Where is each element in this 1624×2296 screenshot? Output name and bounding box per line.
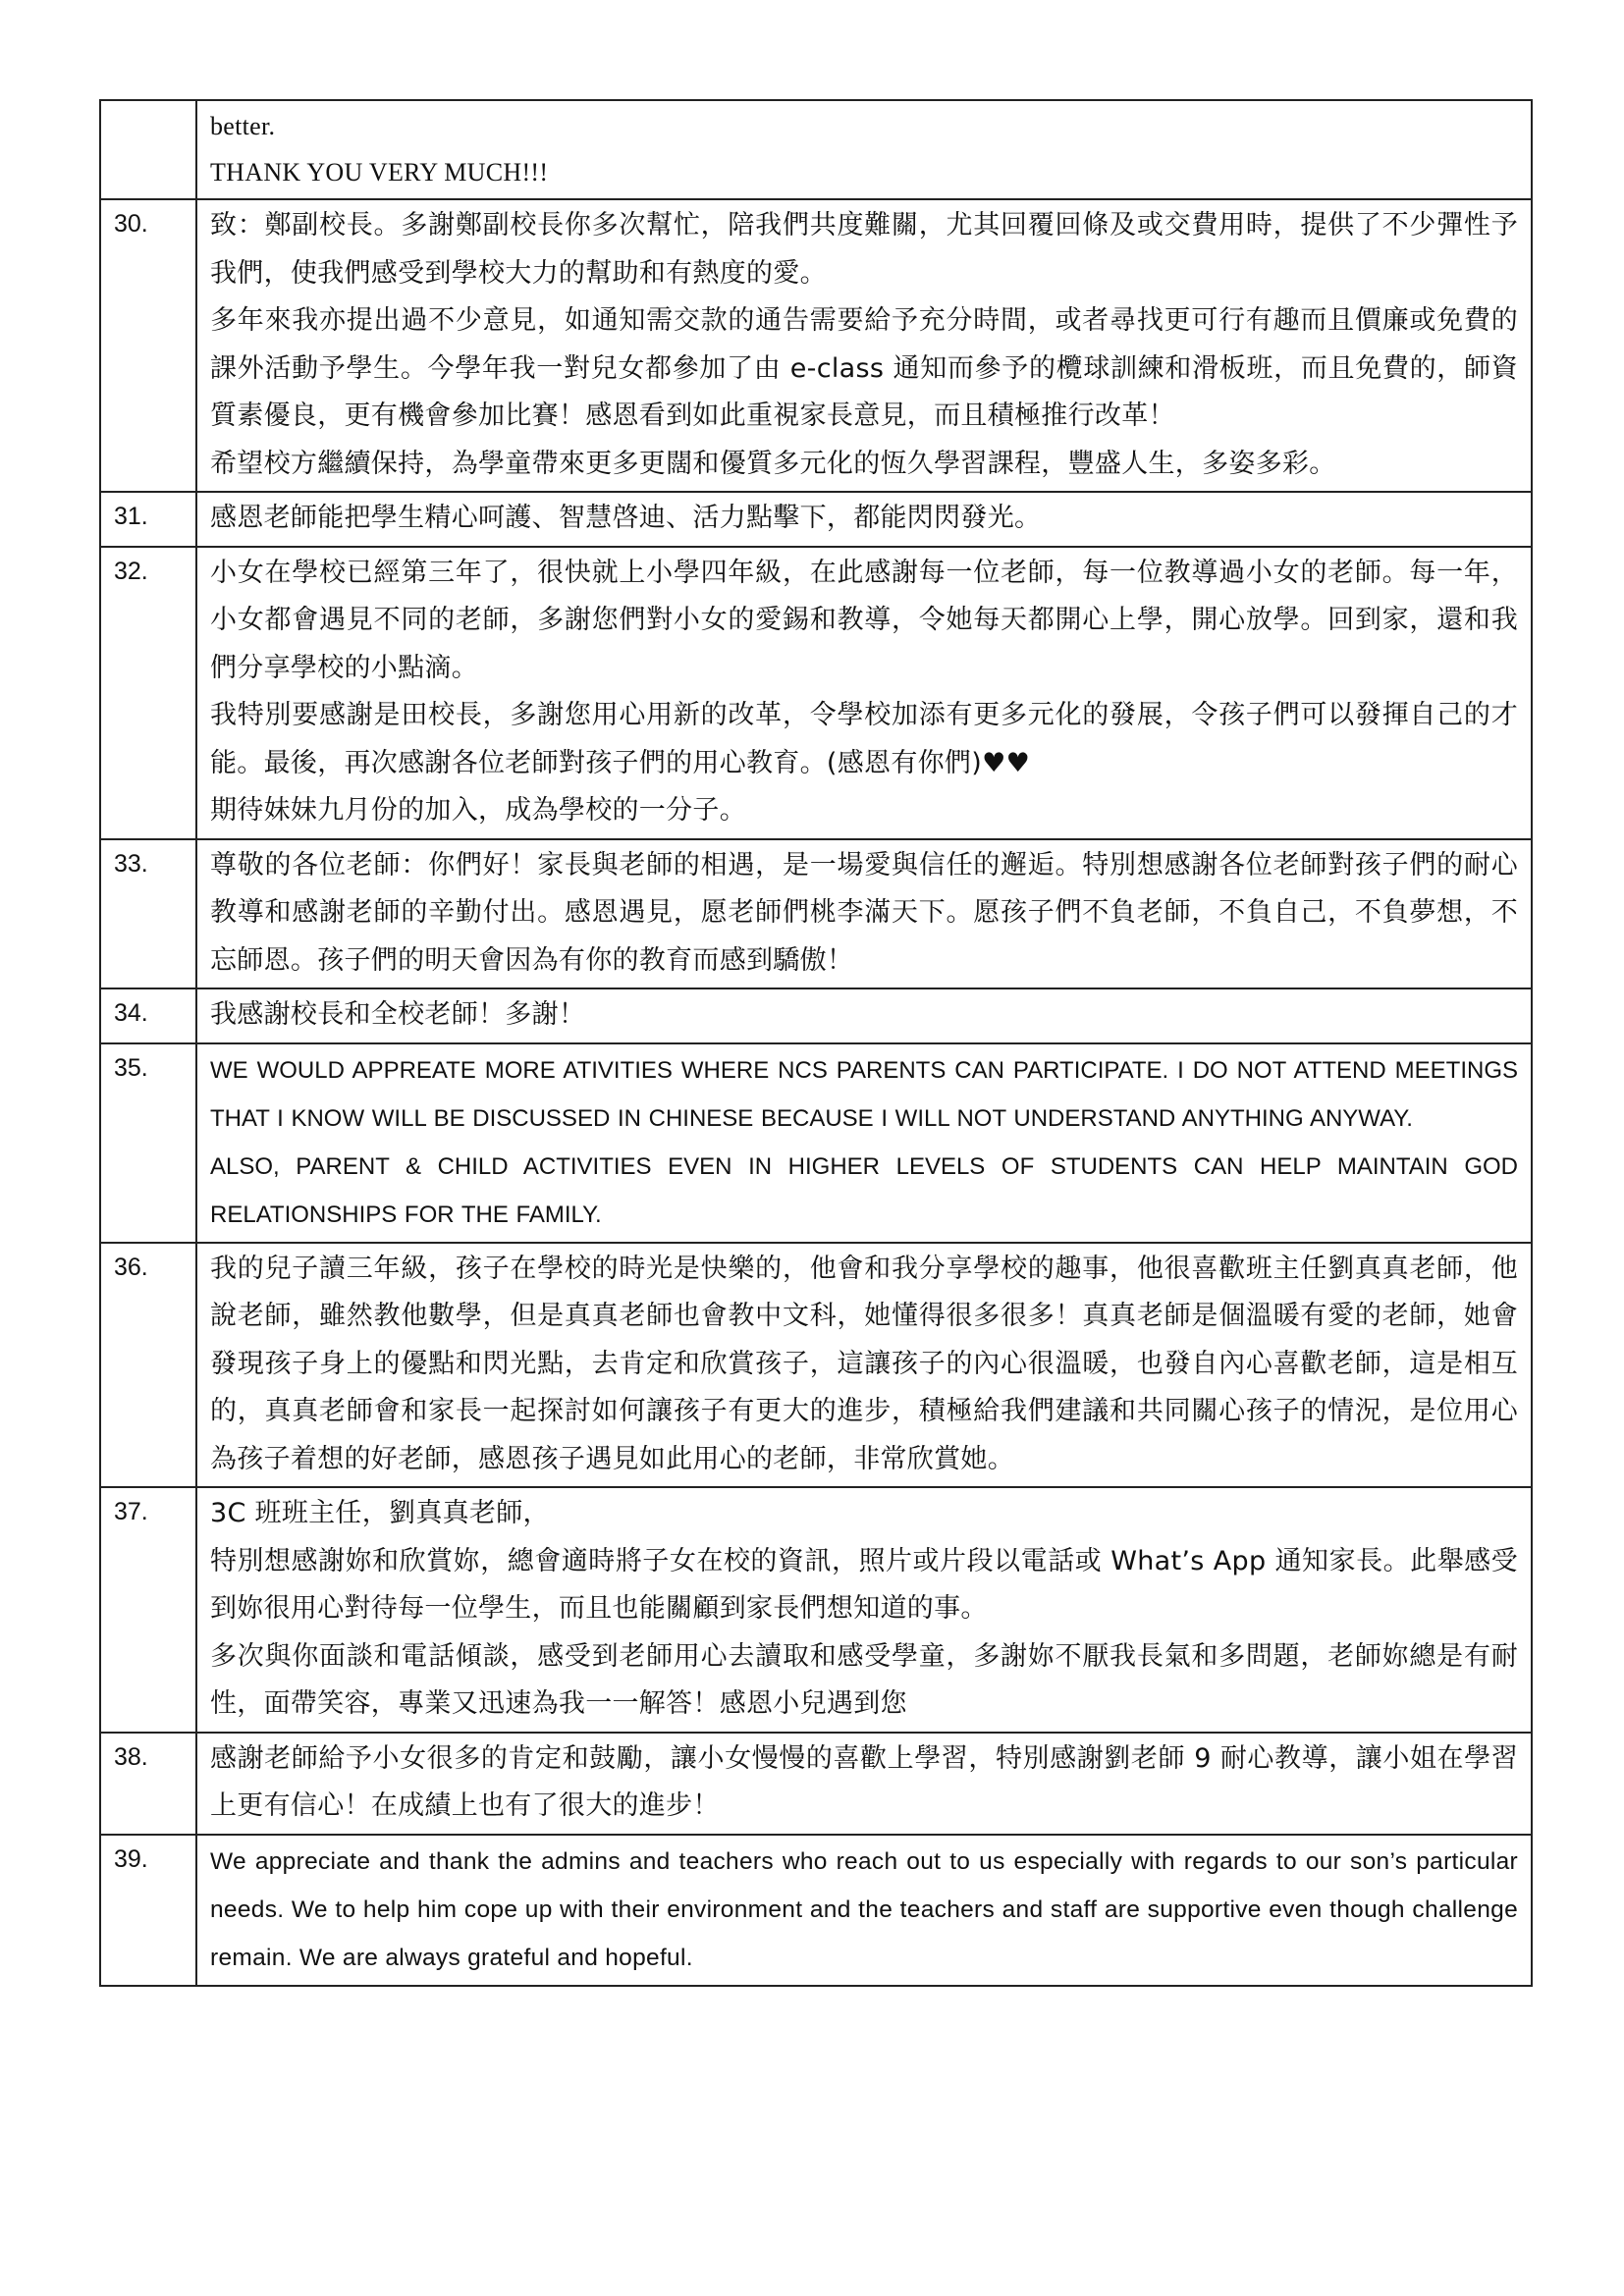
feedback-table: [99, 99, 1533, 1987]
table-row: [100, 1733, 1532, 1835]
table-row: [100, 199, 1532, 492]
comment-paragraph: better.: [210, 112, 276, 140]
row-number: 37.: [100, 1487, 196, 1733]
table-row: [100, 1835, 1532, 1986]
table-row: [100, 1243, 1532, 1488]
comment-paragraph: 感恩老師能把學生精心呵護、智慧啓迪、活力點擊下，都能閃閃發光。: [210, 503, 1042, 533]
table-row: [100, 492, 1532, 547]
row-number: 39.: [100, 1835, 196, 1986]
comment-paragraph: We appreciate and thank the admins and teachers who reach out to us especially with regards to our son’s particular needs. We to help him cope up with their environment and the teachers and staff are supportive even though challenge remain. We are always grateful and hopeful.: [210, 1847, 1518, 1971]
row-comment: [196, 199, 1532, 492]
row-comment: [196, 1043, 1532, 1243]
comment-paragraph: 希望校方繼續保持，為學童帶來更多更闊和優質多元化的恆久學習課程，豐盛人生，多姿多彩。: [210, 448, 1336, 479]
row-comment: [196, 547, 1532, 839]
comment-paragraph: 我特別要感謝是田校長，多謝您用心用新的改革，令學校加添有更多元化的發展，令孩子們可以發揮自己的才能。最後，再次感謝各位老師對孩子們的用心教育。(感恩有你們)♥♥: [210, 700, 1518, 778]
row-comment: [196, 492, 1532, 547]
row-comment: [196, 839, 1532, 989]
row-comment: [196, 100, 1532, 199]
table-row: [100, 547, 1532, 839]
comment-paragraph: 我感謝校長和全校老師！多謝！: [210, 999, 586, 1030]
comment-paragraph: 感謝老師給予小女很多的肯定和鼓勵，讓小女慢慢的喜歡上學習，特別感謝劉老師 9 耐心教導，讓小姐在學習上更有信心！在成績上也有了很大的進步！: [210, 1742, 1518, 1821]
comment-paragraph: 尊敬的各位老師：你們好！家長與老師的相遇，是一場愛與信任的邂逅。特別想感謝各位老師對孩子們的耐心教導和感謝老師的辛勤付出。感恩遇見，愿老師們桃李滿天下。愿孩子們不負老師，不負自己，不負夢想，不忘師恩。孩子們的明天會因為有你的教育而感到驕傲！: [210, 849, 1518, 976]
table-row: [100, 988, 1532, 1043]
comment-paragraph: 我的兒子讀三年級，孩子在學校的時光是快樂的，他會和我分享學校的趣事，他很喜歡班主任劉真真老師，他說老師，雖然教他數學，但是真真老師也會教中文科，她懂得很多很多！真真老師是個溫暖有愛的老師，她會發現孩子身上的優點和閃光點，去肯定和欣賞孩子，這讓孩子的內心很溫暖，也發自內心喜歡老師，這是相互的，真真老師會和家長一起探討如何讓孩子有更大的進步，積極給我們建議和共同關心孩子的情況，是位用心為孩子着想的好老師，感恩孩子遇見如此用心的老師，非常欣賞她。: [210, 1253, 1518, 1474]
row-comment: [196, 1243, 1532, 1488]
comment-paragraph: WE WOULD APPREATE MORE ATIVITIES WHERE NCS PARENTS CAN PARTICIPATE. I DO NOT ATTEND MEETINGS THAT I KNOW WILL BE DISCUSSED IN CHINESE BECAUSE I WILL NOT UNDERSTAND ANYTHING ANYWAY.: [210, 1056, 1518, 1132]
comment-paragraph: 多次與你面談和電話傾談，感受到老師用心去讀取和感受學童，多謝妳不厭我長氣和多問題，老師妳總是有耐性，面帶笑容，專業又迅速為我一一解答！感恩小兒遇到您: [210, 1640, 1518, 1719]
row-comment: [196, 988, 1532, 1043]
comment-paragraph: THANK YOU VERY MUCH!!!: [210, 158, 549, 187]
row-number: 33.: [100, 839, 196, 989]
comment-paragraph: 期待妹妹九月份的加入，成為學校的一分子。: [210, 795, 746, 826]
row-number: 31.: [100, 492, 196, 547]
row-comment: [196, 1835, 1532, 1986]
table-row: [100, 839, 1532, 989]
row-comment: [196, 1733, 1532, 1835]
comment-paragraph: 致：鄭副校長。多謝鄭副校長你多次幫忙，陪我們共度難關，尤其回覆回條及或交費用時，提供了不少彈性予我們，使我們感受到學校大力的幫助和有熱度的愛。: [210, 210, 1518, 289]
comment-paragraph: 3C 班班主任，劉真真老師，: [210, 1498, 550, 1528]
comment-paragraph: 多年來我亦提出過不少意見，如通知需交款的通告需要給予充分時間，或者尋找更可行有趣而且價廉或免費的課外活動予學生。今學年我一對兒女都參加了由 e-class 通知而參予的欖球訓練和滑板班，而且免費的，師資質素優良，更有機會參加比賽！感恩看到如此重視家長意見，而且積極推行改革！: [210, 305, 1518, 431]
table-row: [100, 100, 1532, 199]
comment-paragraph: 特別想感謝妳和欣賞妳，總會適時將子女在校的資訊，照片或片段以電話或 What’s App 通知家長。此舉感受到妳很用心對待每一位學生，而且也能關顧到家長們想知道的事。: [210, 1545, 1518, 1624]
comment-paragraph: ALSO, PARENT & CHILD ACTIVITIES EVEN IN HIGHER LEVELS OF STUDENTS CAN HELP MAINTAIN GOD RELATIONSHIPS FOR THE FAMILY.: [210, 1152, 1518, 1228]
row-number: 38.: [100, 1733, 196, 1835]
row-number: 32.: [100, 547, 196, 839]
row-number: 35.: [100, 1043, 196, 1243]
row-number: 30.: [100, 199, 196, 492]
table-row: [100, 1043, 1532, 1243]
comment-paragraph: 小女在學校已經第三年了，很快就上小學四年級，在此感謝每一位老師，每一位教導過小女的老師。每一年，小女都會遇見不同的老師，多謝您們對小女的愛錫和教導，令她每天都開心上學，開心放學。回到家，還和我們分享學校的小點滴。: [210, 557, 1518, 683]
table-row: [100, 1487, 1532, 1733]
row-number: [100, 100, 196, 199]
row-number: 36.: [100, 1243, 196, 1488]
row-comment: [196, 1487, 1532, 1733]
row-number: 34.: [100, 988, 196, 1043]
